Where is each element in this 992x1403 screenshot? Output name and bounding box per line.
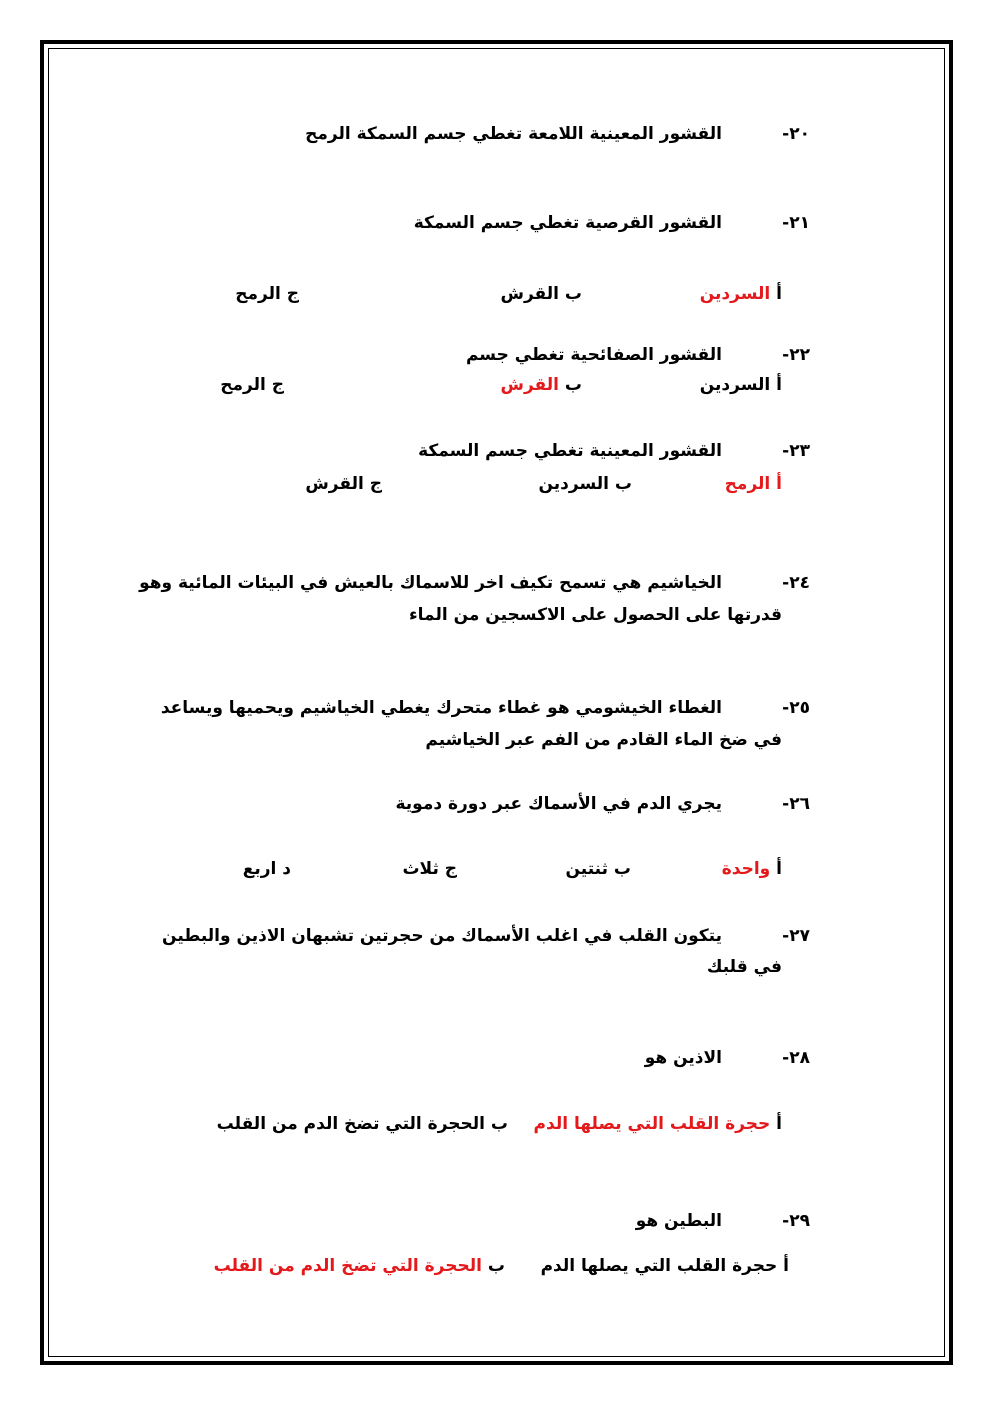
- q23-option-a: [725, 473, 782, 495]
- q23-option-a-label: أ: [776, 474, 782, 494]
- q29-option-a: أ حجرة القلب التي يصلها الدم: [540, 1256, 789, 1276]
- q26-text: يجري الدم في الأسماك عبر دورة دموية: [395, 794, 722, 814]
- q24-number: ٢٤-: [782, 573, 810, 593]
- q29-text: البطين هو: [635, 1211, 722, 1231]
- q27-number: ٢٧-: [782, 926, 810, 946]
- q26-number: ٢٦-: [782, 794, 810, 814]
- q26-option-a: [722, 858, 782, 880]
- q26-option-a-label: أ: [776, 859, 782, 879]
- q29-option-b-text: الحجرة التي تضخ الدم من القلب: [213, 1256, 482, 1276]
- q29-option-b: [214, 1255, 505, 1277]
- q22-option-b: [501, 374, 583, 396]
- q28-option-a: [534, 1113, 782, 1135]
- q20-number: ٢٠-: [782, 124, 810, 144]
- q21-option-c: ج الرمح: [235, 284, 299, 304]
- q22-option-b-label: ب: [564, 375, 582, 395]
- q24-line-2: قدرتها على الحصول على الاكسجين من الماء: [408, 605, 782, 625]
- q22-text: القشور الصفائحية تغطي جسم: [465, 345, 722, 365]
- q21-option-b: ب القرش: [500, 284, 582, 304]
- q29-option-b-label: ب: [487, 1256, 505, 1276]
- q28-option-b: ب الحجرة التي تضخ الدم من القلب: [216, 1114, 508, 1134]
- q27-line-1: يتكون القلب في اغلب الأسماك من حجرتين تشبهان الاذين والبطين: [162, 926, 722, 946]
- q28-number: ٢٨-: [782, 1048, 810, 1068]
- q22-number: ٢٢-: [782, 345, 810, 365]
- q22-option-a: أ السردين: [699, 375, 782, 395]
- q23-number: ٢٣-: [782, 441, 810, 461]
- q23-option-a-text: الرمح: [724, 474, 771, 494]
- q25-number: ٢٥-: [782, 698, 810, 718]
- q23-option-b: ب السردين: [538, 474, 632, 494]
- q25-line-1: الغطاء الخيشومي هو غطاء متحرك يغطي الخياشيم ويحميها ويساعد: [160, 698, 722, 718]
- q26-option-c: ج ثلاث: [402, 859, 457, 879]
- q22-option-c: ج الرمح: [220, 375, 284, 395]
- q28-option-a-label: أ: [776, 1114, 782, 1134]
- q26-option-b: ب ثنتين: [565, 859, 631, 879]
- q23-text: القشور المعينية تغطي جسم السمكة: [418, 441, 722, 461]
- q26-option-a-text: واحدة: [721, 859, 771, 879]
- q21-number: ٢١-: [782, 213, 810, 233]
- q26-option-d: د اربع: [242, 859, 291, 879]
- q29-number: ٢٩-: [782, 1211, 810, 1231]
- q21-option-a-text: السردين: [699, 284, 771, 304]
- q24-line-1: الخياشيم هي تسمح تكيف اخر للاسماك بالعيش في البيئات المائية وهو: [139, 573, 722, 593]
- q21-text: القشور القرصية تغطي جسم السمكة: [413, 213, 722, 233]
- q28-text: الاذين هو: [644, 1048, 722, 1068]
- q28-option-a-text: حجرة القلب التي يصلها الدم: [533, 1114, 771, 1134]
- q21-option-a: [700, 283, 782, 305]
- q27-line-2: في قلبك: [706, 957, 782, 977]
- q21-option-a-label: أ: [776, 284, 782, 304]
- q25-line-2: في ضخ الماء القادم من الفم عبر الخياشيم: [425, 730, 782, 750]
- q23-option-c: ج القرش: [305, 474, 382, 494]
- q20-text: القشور المعينية اللامعة تغطي جسم السمكة الرمح: [305, 124, 722, 144]
- q22-option-b-text: القرش: [500, 375, 559, 395]
